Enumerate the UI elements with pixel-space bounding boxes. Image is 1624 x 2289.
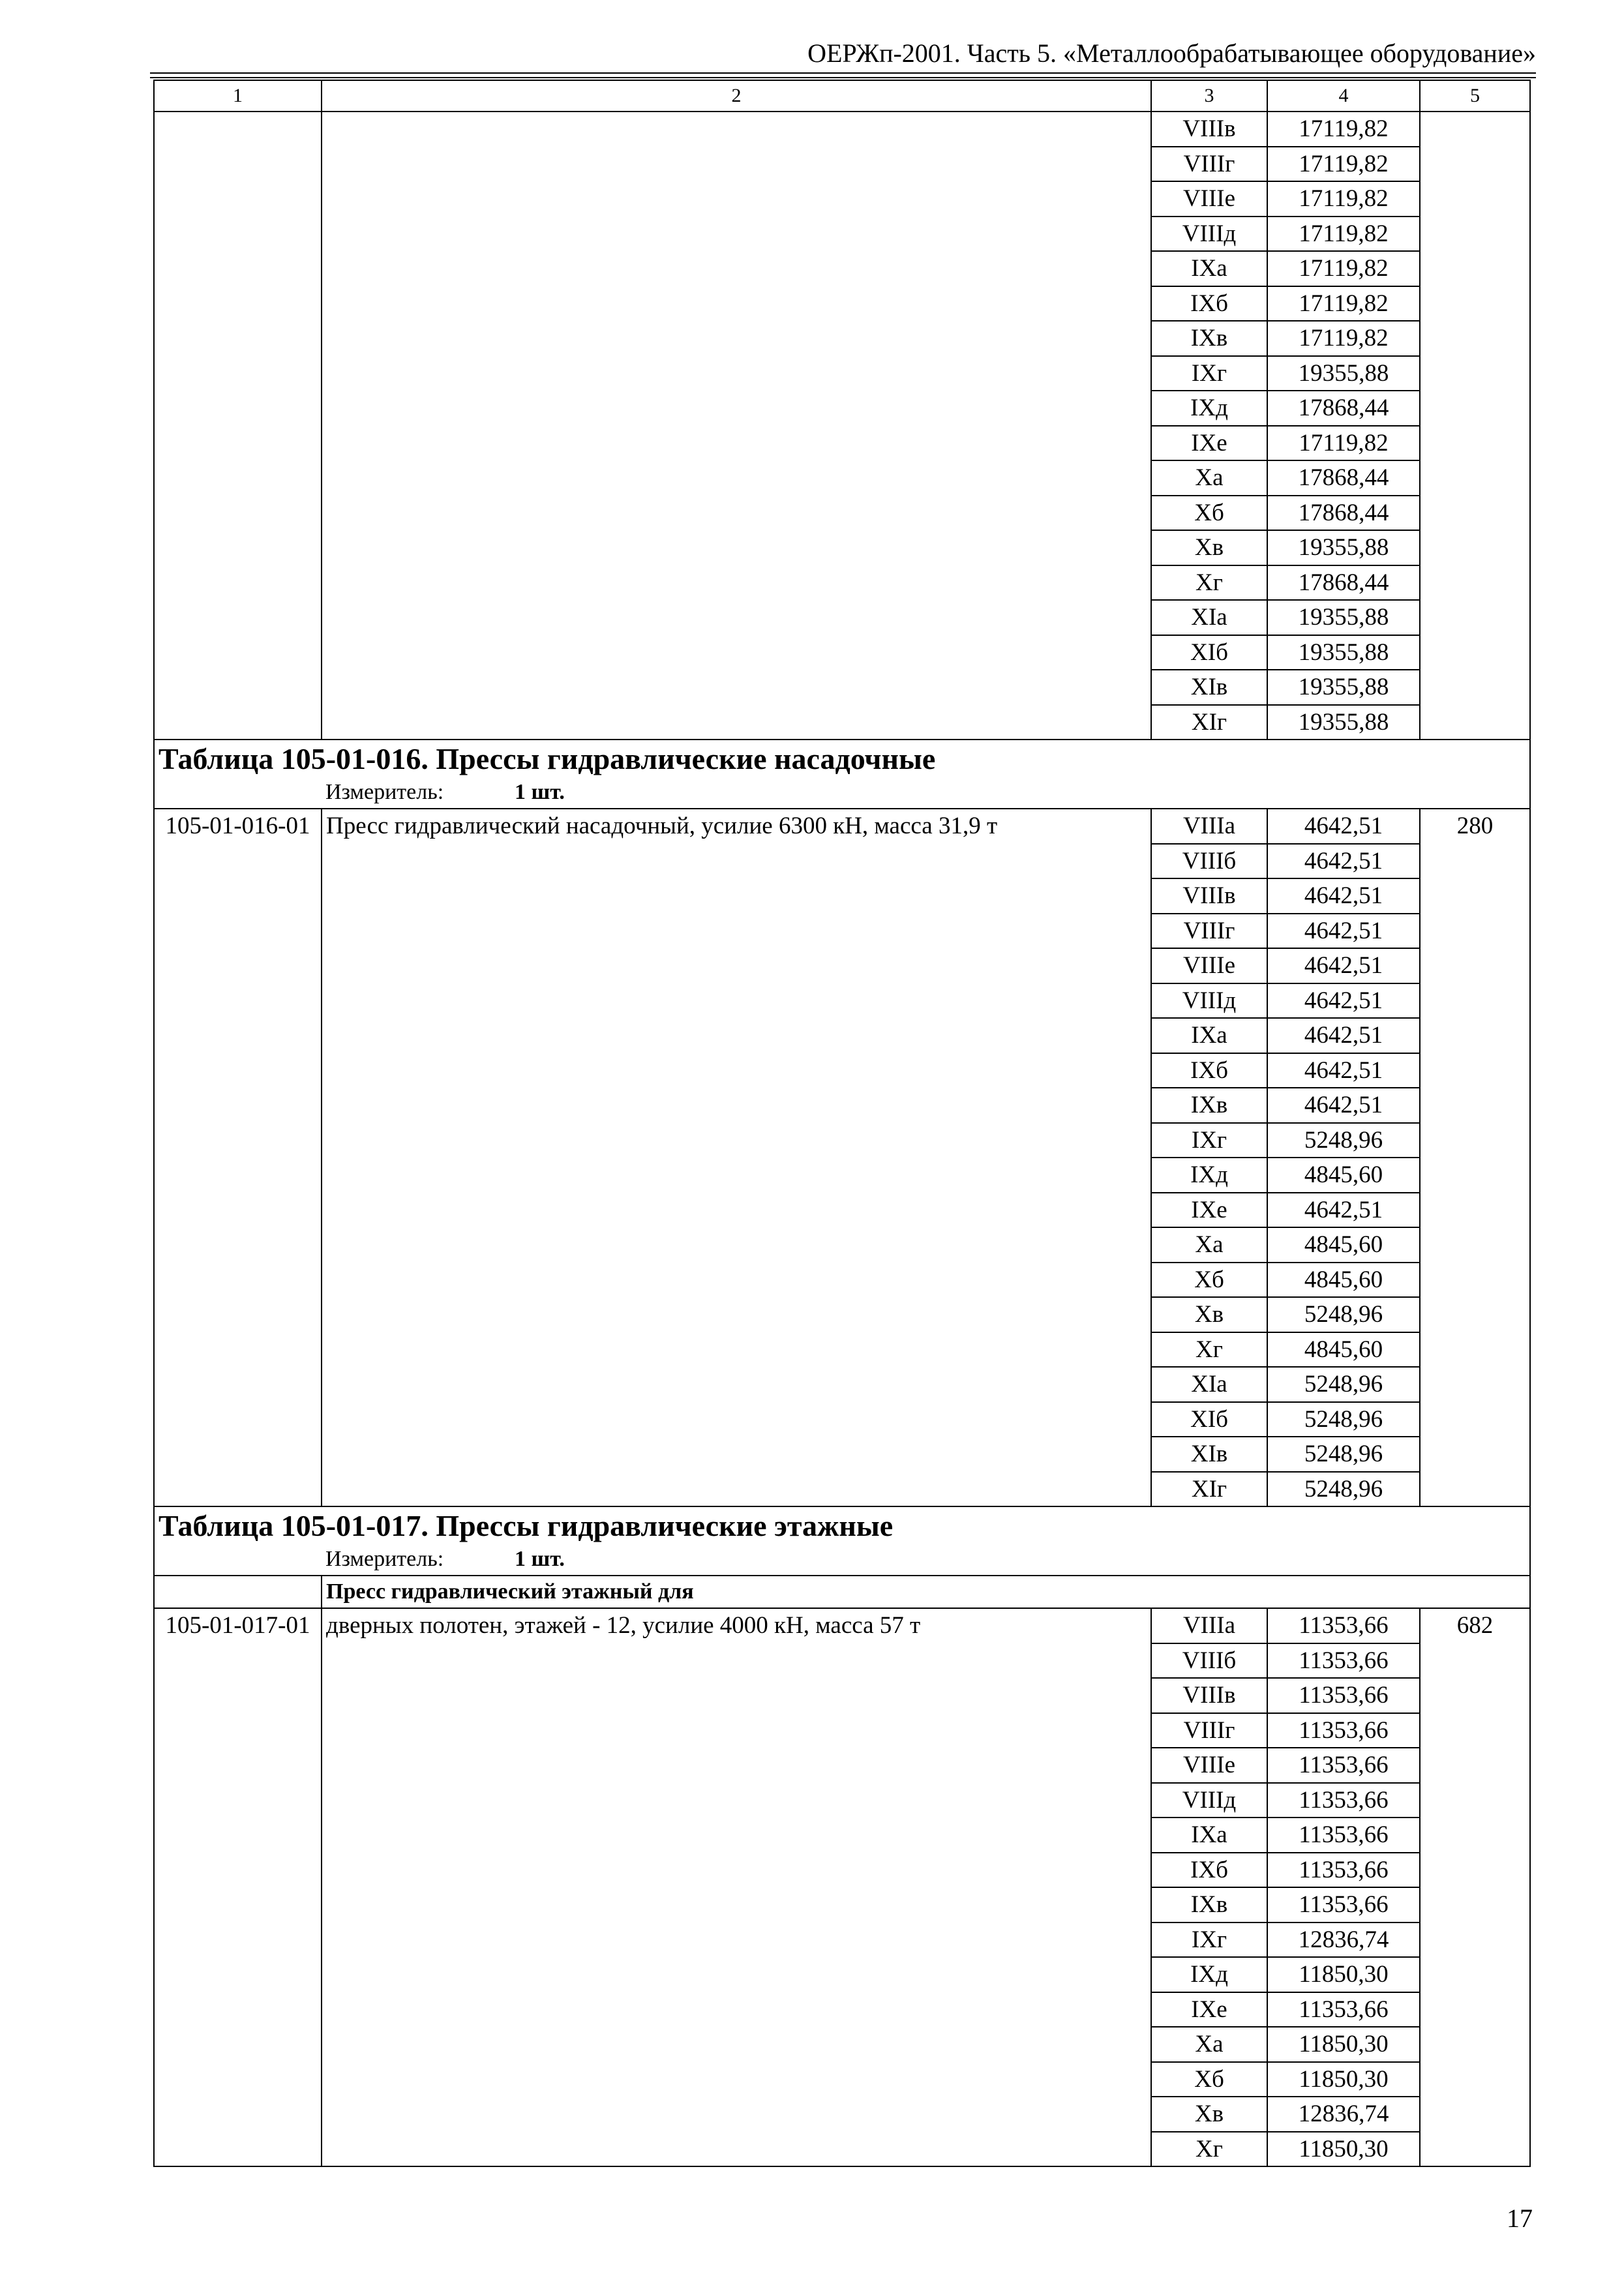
zone-cell: IXе [1151,426,1267,461]
description-cell: дверных полотен, этажей - 12, усилие 4000 кН, масса 57 т [322,1608,1151,2166]
zone-cell: VIIIг [1151,1713,1267,1748]
zone-cell: Xа [1151,1227,1267,1263]
price-cell: 11353,66 [1267,1678,1420,1713]
table-row [154,809,1530,844]
column-number: 2 [322,80,1151,112]
price-cell: 11353,66 [1267,1887,1420,1922]
zone-cell: IXв [1151,1887,1267,1922]
column-5-cell: 280 [1420,809,1530,1506]
header-rule-double [150,77,1536,78]
column-5-cell: 682 [1420,1608,1530,2166]
column-number: 3 [1151,80,1267,112]
price-cell: 17119,82 [1267,251,1420,286]
zone-cell: Xв [1151,1297,1267,1332]
price-cell: 17119,82 [1267,112,1420,147]
column-number-row [154,80,1530,112]
price-cell: 4845,60 [1267,1227,1420,1263]
price-cell: 12836,74 [1267,2097,1420,2132]
price-cell: 11850,30 [1267,2027,1420,2062]
price-cell: 11850,30 [1267,2062,1420,2097]
price-cell: 17868,44 [1267,496,1420,531]
zone-cell: IXв [1151,321,1267,356]
zone-cell: IXб [1151,1853,1267,1888]
price-cell: 17868,44 [1267,460,1420,496]
price-cell: 4642,51 [1267,948,1420,983]
zone-cell: VIIIд [1151,217,1267,252]
zone-cell: IXд [1151,391,1267,426]
price-cell: 11353,66 [1267,1748,1420,1783]
price-cell: 19355,88 [1267,705,1420,740]
price-cell: 19355,88 [1267,530,1420,565]
zone-cell: IXб [1151,1053,1267,1088]
zone-cell: VIIIб [1151,844,1267,879]
price-cell: 4845,60 [1267,1332,1420,1368]
zone-cell: XIа [1151,1367,1267,1402]
price-cell: 4642,51 [1267,914,1420,949]
header-rule [150,72,1536,74]
price-cell: 17119,82 [1267,321,1420,356]
zone-cell: Xа [1151,460,1267,496]
zone-cell: VIIIв [1151,112,1267,147]
zone-cell: Xг [1151,2132,1267,2167]
zone-cell: IXв [1151,1088,1267,1123]
price-cell: 11850,30 [1267,2132,1420,2167]
measure-row [154,1544,1530,1576]
price-cell: 11353,66 [1267,1713,1420,1748]
table-row [154,1608,1530,1643]
zone-cell: XIв [1151,1437,1267,1472]
column-number: 1 [154,80,322,112]
price-cell: 5248,96 [1267,1437,1420,1472]
zone-cell: VIIIд [1151,1783,1267,1818]
measure-label: Измеритель: [325,1547,444,1571]
zone-cell: IXа [1151,1018,1267,1053]
price-cell: 17119,82 [1267,286,1420,322]
price-cell: 11353,66 [1267,1608,1420,1643]
code-cell: 105-01-016-01 [154,809,322,1506]
zone-cell: Xв [1151,530,1267,565]
price-cell: 11353,66 [1267,1853,1420,1888]
zone-cell: Xб [1151,496,1267,531]
price-table-body [154,80,1530,2166]
price-cell: 5248,96 [1267,1472,1420,1507]
measure-value: 1 шт. [515,1547,565,1571]
zone-cell: Xг [1151,1332,1267,1368]
page-header-title: ОЕРЖп-2001. Часть 5. «Металлообрабатывающее оборудование» [807,38,1536,68]
zone-cell: IXе [1151,1992,1267,2027]
price-cell: 5248,96 [1267,1402,1420,1437]
price-cell: 19355,88 [1267,635,1420,670]
zone-cell: IXг [1151,1922,1267,1958]
page-number: 17 [1507,2204,1533,2233]
price-cell: 11353,66 [1267,1643,1420,1679]
price-cell: 5248,96 [1267,1123,1420,1158]
zone-cell: IXе [1151,1193,1267,1228]
zone-cell: XIб [1151,1402,1267,1437]
zone-cell: VIIIб [1151,1643,1267,1679]
zone-cell: XIг [1151,1472,1267,1507]
zone-cell: VIIIе [1151,1748,1267,1783]
price-cell: 17119,82 [1267,181,1420,217]
zone-cell: Xа [1151,2027,1267,2062]
zone-cell: VIIIе [1151,181,1267,217]
measure-label: Измеритель: [325,780,444,804]
zone-cell: VIIIа [1151,1608,1267,1643]
zone-cell: VIIIг [1151,147,1267,182]
price-cell: 11353,66 [1267,1818,1420,1853]
price-cell: 4642,51 [1267,1088,1420,1123]
measure-row [154,777,1530,809]
table-title-row [154,1506,1530,1544]
price-cell: 5248,96 [1267,1367,1420,1402]
price-cell: 4642,51 [1267,983,1420,1019]
price-cell: 11353,66 [1267,1992,1420,2027]
price-cell: 17119,82 [1267,217,1420,252]
zone-cell: XIа [1151,600,1267,635]
price-cell: 17868,44 [1267,391,1420,426]
zone-cell: VIIIв [1151,878,1267,914]
price-cell: 4642,51 [1267,1053,1420,1088]
price-cell: 4845,60 [1267,1158,1420,1193]
subheader-text: Пресс гидравлический этажный для [322,1576,1530,1608]
price-cell: 17119,82 [1267,426,1420,461]
zone-cell: Xб [1151,2062,1267,2097]
price-cell: 4642,51 [1267,1193,1420,1228]
zone-cell: XIв [1151,670,1267,705]
zone-cell: Xг [1151,565,1267,601]
subheader-empty-cell [154,1576,322,1608]
price-table [153,80,1531,2167]
zone-cell: VIIIа [1151,809,1267,844]
price-cell: 17868,44 [1267,565,1420,601]
code-cell: 105-01-017-01 [154,1608,322,2166]
price-cell: 4845,60 [1267,1263,1420,1298]
zone-cell: IXд [1151,1957,1267,1992]
zone-cell: VIIIд [1151,983,1267,1019]
zone-cell: Xб [1151,1263,1267,1298]
zone-cell: XIб [1151,635,1267,670]
zone-cell: IXг [1151,356,1267,391]
price-cell: 4642,51 [1267,1018,1420,1053]
zone-cell: IXа [1151,1818,1267,1853]
column-number: 5 [1420,80,1530,112]
description-cell [322,112,1151,740]
price-cell: 11850,30 [1267,1957,1420,1992]
zone-cell: VIIIв [1151,1678,1267,1713]
measure-cell [154,1544,1530,1576]
table-title: Таблица 105-01-016. Прессы гидравлические насадочные [154,740,1530,777]
subheader-row [154,1576,1530,1608]
zone-cell: IXд [1151,1158,1267,1193]
price-cell: 19355,88 [1267,600,1420,635]
price-cell: 4642,51 [1267,809,1420,844]
price-cell: 19355,88 [1267,356,1420,391]
table-title: Таблица 105-01-017. Прессы гидравлические этажные [154,1506,1530,1544]
zone-cell: IXа [1151,251,1267,286]
zone-cell: VIIIе [1151,948,1267,983]
price-cell: 4642,51 [1267,844,1420,879]
zone-cell: IXг [1151,1123,1267,1158]
measure-value: 1 шт. [515,780,565,804]
code-cell [154,112,322,740]
zone-cell: XIг [1151,705,1267,740]
description-cell: Пресс гидравлический насадочный, усилие 6300 кН, масса 31,9 т [322,809,1151,1506]
price-cell: 12836,74 [1267,1922,1420,1958]
table-row [154,112,1530,147]
price-cell: 11353,66 [1267,1783,1420,1818]
zone-cell: Xв [1151,2097,1267,2132]
table-title-row [154,740,1530,777]
price-cell: 19355,88 [1267,670,1420,705]
price-cell: 17119,82 [1267,147,1420,182]
price-cell: 5248,96 [1267,1297,1420,1332]
price-cell: 4642,51 [1267,878,1420,914]
measure-cell [154,777,1530,809]
column-number: 4 [1267,80,1420,112]
zone-cell: VIIIг [1151,914,1267,949]
column-5-cell [1420,112,1530,740]
zone-cell: IXб [1151,286,1267,322]
